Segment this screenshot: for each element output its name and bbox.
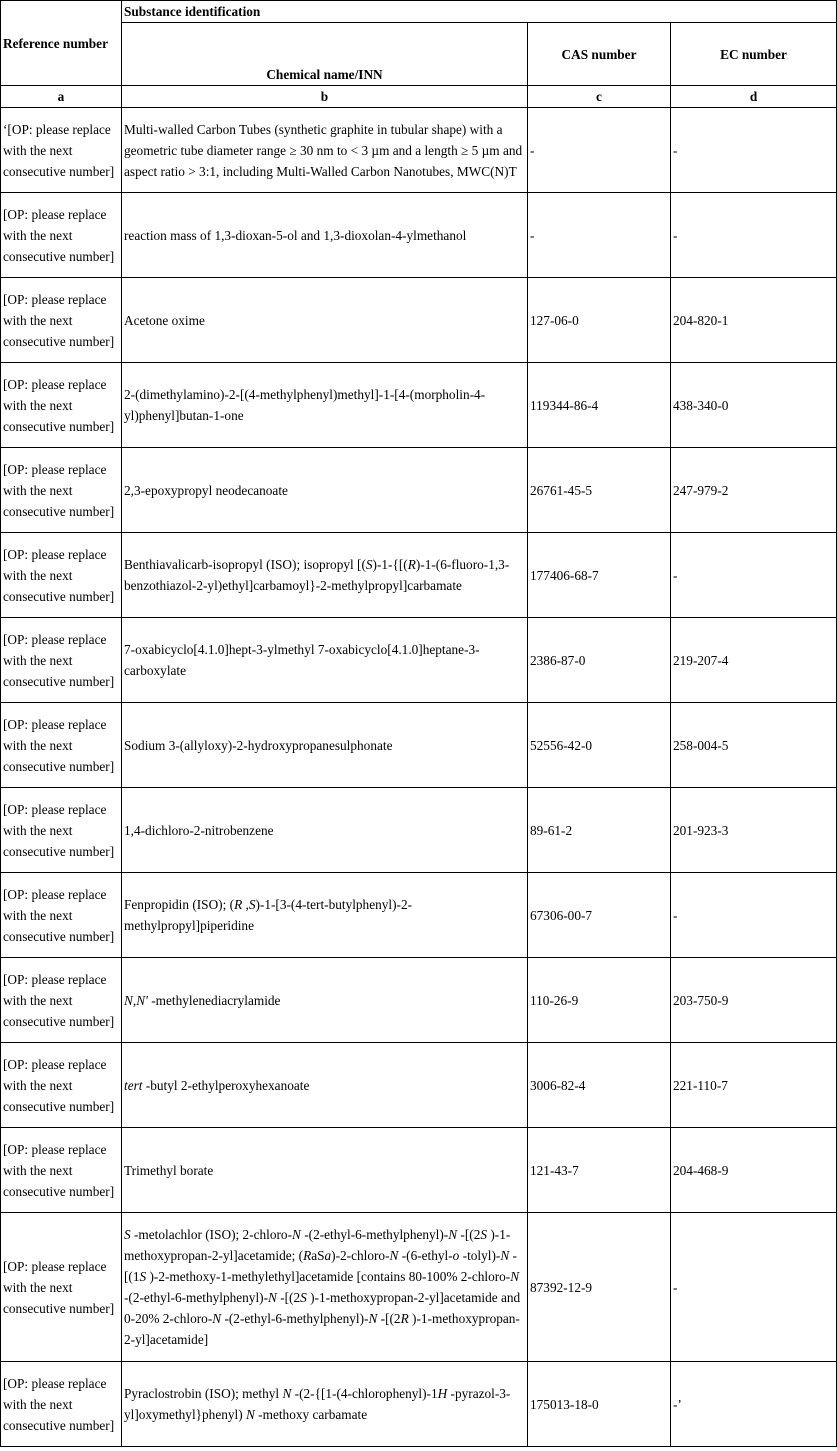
- cas-number-cell: 87392-12-9: [528, 1213, 671, 1362]
- italic-term: a: [324, 1248, 332, 1263]
- name-segment: aS: [311, 1248, 325, 1263]
- italic-term: S: [480, 1227, 488, 1242]
- name-segment: )-1-{[(: [372, 557, 408, 572]
- reference-number-cell: [OP: please replace with the next consecutive number]: [1, 278, 122, 363]
- chemical-name-cell: Sodium 3-(allyloxy)-2-hydroxypropanesulphonate: [122, 703, 528, 788]
- reference-number-cell: [OP: please replace with the next consecutive number]: [1, 193, 122, 278]
- ec-number-cell: 438-340-0: [671, 363, 837, 448]
- table-row: [1, 278, 837, 363]
- chemical-name-cell: [122, 533, 528, 618]
- name-segment: -metolachlor (ISO); 2-chloro-: [130, 1227, 293, 1242]
- table-row: [1, 448, 837, 533]
- italic-term: N: [245, 1407, 255, 1422]
- ec-number-cell: -: [671, 1213, 837, 1362]
- italic-term: N: [212, 1311, 222, 1326]
- italic-term: N: [268, 1290, 277, 1305]
- italic-term: S: [139, 1269, 147, 1284]
- name-segment: Benthiavalicarb-isopropyl (ISO); isopropyl [(: [124, 557, 366, 572]
- chemical-name-cell: [122, 1043, 528, 1128]
- table-row: [1, 533, 837, 618]
- name-segment: )-1-methoxypropan-2-yl]acetamide and 0-20% 2-chloro-: [124, 1290, 521, 1326]
- italic-term: tert: [124, 1077, 143, 1093]
- chemical-name-cell: Multi-walled Carbon Tubes (synthetic graphite in tubular shape) with a geometric tube diameter range ≥ 30 nm to < 3 µm and a length ≥ 5 µm and aspect ratio > 3:1, including Multi-Walled Carbon Nanotubes, MWC(N)T: [122, 108, 528, 193]
- name-segment: -(2-ethyl-6-methylphenyl)-: [221, 1311, 369, 1326]
- name-segment: )-2-chloro-: [331, 1248, 390, 1263]
- cas-number-cell: 121-43-7: [528, 1128, 671, 1213]
- italic-term: R: [407, 557, 416, 572]
- chemical-name-cell: 2,3-epoxypropyl neodecanoate: [122, 448, 528, 533]
- name-segment: )-1-(6-fluoro-1,3-benzothiazol-2-yl)ethyl]carbamoyl}-2-methylpropyl]carbamate: [124, 557, 510, 593]
- italic-term: R: [303, 1248, 312, 1263]
- name-segment: -[(1: [124, 1248, 517, 1284]
- chemical-name-cell: [122, 958, 528, 1043]
- reference-number-cell: [OP: please replace with the next consecutive number]: [1, 618, 122, 703]
- name-segment: Fenpropidin (ISO); (: [124, 897, 235, 912]
- ec-number-cell: -: [671, 108, 837, 193]
- ec-number-cell: -: [671, 193, 837, 278]
- table-row: [1, 873, 837, 958]
- chemical-name-cell: Acetone oxime: [122, 278, 528, 363]
- reference-number-cell: [OP: please replace with the next consecutive number]: [1, 1043, 122, 1128]
- table-row: [1, 788, 837, 873]
- ec-number-cell: 221-110-7: [671, 1043, 837, 1128]
- column-letter-c: c: [528, 86, 671, 108]
- ec-number-cell: 247-979-2: [671, 448, 837, 533]
- table-body: [1, 1, 837, 1447]
- reference-number-cell: [OP: please replace with the next consecutive number]: [1, 1128, 122, 1213]
- reference-number-cell: [OP: please replace with the next consecutive number]: [1, 788, 122, 873]
- table-row: [1, 703, 837, 788]
- chemical-name-cell: 2-(dimethylamino)-2-[(4-methylphenyl)methyl]-1-[4-(morpholin-4-yl)phenyl]butan-1-one: [122, 363, 528, 448]
- table-row: [1, 618, 837, 703]
- table-row: [1, 1362, 837, 1447]
- cas-number-cell: 52556-42-0: [528, 703, 671, 788]
- italic-term: N,N': [124, 992, 148, 1008]
- ec-number-cell: -’: [671, 1362, 837, 1447]
- chemical-name-header: Chemical name/INN: [122, 23, 528, 86]
- cas-number-cell: 67306-00-7: [528, 873, 671, 958]
- table-row: [1, 1043, 837, 1128]
- cas-number-cell: 127-06-0: [528, 278, 671, 363]
- name-segment: -[(2: [377, 1311, 401, 1326]
- italic-term: N: [292, 1227, 301, 1242]
- name-segment: Pyraclostrobin (ISO); methyl: [124, 1386, 283, 1401]
- ec-number-cell: 204-820-1: [671, 278, 837, 363]
- reference-number-cell: [OP: please replace with the next consecutive number]: [1, 1362, 122, 1447]
- name-segment: )-1-methoxypropan-2-yl]acetamide; (: [124, 1227, 511, 1263]
- name-segment: -pyrazol-3-yl]oxymethyl}phenyl): [124, 1386, 511, 1422]
- reference-number-header: Reference number: [1, 1, 122, 86]
- chemical-name-cell: 1,4-dichloro-2-nitrobenzene: [122, 788, 528, 873]
- cas-number-cell: -: [528, 193, 671, 278]
- name-segment: -(2-{[1-(4-chlorophenyl)-1: [291, 1386, 438, 1401]
- name-segment: )-1-[3-(4-tert-butylphenyl)-2-methylpropyl]piperidine: [124, 897, 413, 933]
- name-segment: )-1-methoxypropan-2-yl]acetamide]: [124, 1311, 520, 1347]
- chemical-name-cell: [122, 873, 528, 958]
- chemical-name-cell: [122, 1362, 528, 1447]
- name-segment: )-2-methoxy-1-methylethyl]acetamide [contains 80-100% 2-chloro-: [146, 1269, 511, 1284]
- reference-number-cell: [OP: please replace with the next consecutive number]: [1, 873, 122, 958]
- cas-number-header: CAS number: [528, 23, 671, 86]
- italic-term: R ,S: [234, 897, 256, 912]
- italic-term: N: [282, 1386, 292, 1401]
- italic-term: H: [437, 1386, 448, 1401]
- name-segment: -methoxy carbamate: [254, 1407, 368, 1422]
- ec-number-cell: 258-004-5: [671, 703, 837, 788]
- table-row: [1, 193, 837, 278]
- italic-term: S: [300, 1290, 307, 1305]
- italic-term: o: [452, 1248, 460, 1263]
- name-segment: -(2-ethyl-6-methylphenyl)-: [300, 1227, 449, 1242]
- reference-number-cell: [OP: please replace with the next consecutive number]: [1, 363, 122, 448]
- substance-identification-header: Substance identification: [122, 1, 837, 23]
- italic-term: N: [389, 1248, 399, 1263]
- name-segment: -butyl 2-ethylperoxyhexanoate: [142, 1077, 310, 1093]
- header-row: [1, 1, 837, 23]
- column-letter-a: a: [1, 86, 122, 108]
- ec-number-cell: -: [671, 873, 837, 958]
- cas-number-cell: 89-61-2: [528, 788, 671, 873]
- ec-number-header: EC number: [671, 23, 837, 86]
- chemical-name-cell: reaction mass of 1,3-dioxan-5-ol and 1,3-dioxolan-4-ylmethanol: [122, 193, 528, 278]
- header-subrow: [1, 23, 837, 86]
- name-segment: -[(2: [276, 1290, 301, 1305]
- ec-number-cell: 204-468-9: [671, 1128, 837, 1213]
- reference-number-cell: [OP: please replace with the next consecutive number]: [1, 533, 122, 618]
- table-row: [1, 363, 837, 448]
- reference-number-cell: [OP: please replace with the next consecutive number]: [1, 703, 122, 788]
- table-row: [1, 108, 837, 193]
- table-row: [1, 958, 837, 1043]
- column-letter-b: b: [122, 86, 528, 108]
- table-row: [1, 1213, 837, 1362]
- cas-number-cell: 26761-45-5: [528, 448, 671, 533]
- name-segment: -(2-ethyl-6-methylphenyl)-: [124, 1290, 268, 1305]
- cas-number-cell: 119344-86-4: [528, 363, 671, 448]
- name-segment: -[(2: [457, 1227, 481, 1242]
- cas-number-cell: -: [528, 108, 671, 193]
- cas-number-cell: 177406-68-7: [528, 533, 671, 618]
- chemical-name-cell: [122, 1213, 528, 1362]
- reference-number-cell: [OP: please replace with the next consecutive number]: [1, 448, 122, 533]
- cas-number-cell: 3006-82-4: [528, 1043, 671, 1128]
- italic-term: S: [365, 557, 373, 572]
- italic-term: N: [500, 1248, 510, 1263]
- italic-term: N: [510, 1269, 520, 1284]
- column-letter-d: d: [671, 86, 837, 108]
- reference-number-cell: ‘[OP: please replace with the next consecutive number]: [1, 108, 122, 193]
- table-row: [1, 1128, 837, 1213]
- italic-term: N: [368, 1311, 378, 1326]
- ec-number-cell: 219-207-4: [671, 618, 837, 703]
- chemical-name-cell: Trimethyl borate: [122, 1128, 528, 1213]
- ec-number-cell: 203-750-9: [671, 958, 837, 1043]
- cas-number-cell: 2386-87-0: [528, 618, 671, 703]
- italic-term: N: [448, 1227, 458, 1242]
- italic-term: R: [400, 1311, 409, 1326]
- cas-number-cell: 175013-18-0: [528, 1362, 671, 1447]
- column-letter-row: [1, 86, 837, 108]
- name-segment: -(6-ethyl-: [398, 1248, 453, 1263]
- name-segment: -methylenediacrylamide: [147, 992, 281, 1008]
- reference-number-cell: [OP: please replace with the next consecutive number]: [1, 1213, 122, 1362]
- reference-number-cell: [OP: please replace with the next consecutive number]: [1, 958, 122, 1043]
- italic-term: S: [124, 1227, 131, 1242]
- ec-number-cell: -: [671, 533, 837, 618]
- ec-number-cell: 201-923-3: [671, 788, 837, 873]
- chemical-name-cell: 7-oxabicyclo[4.1.0]hept-3-ylmethyl 7-oxabicyclo[4.1.0]heptane-3-carboxylate: [122, 618, 528, 703]
- name-segment: -tolyl)-: [459, 1248, 501, 1263]
- cas-number-cell: 110-26-9: [528, 958, 671, 1043]
